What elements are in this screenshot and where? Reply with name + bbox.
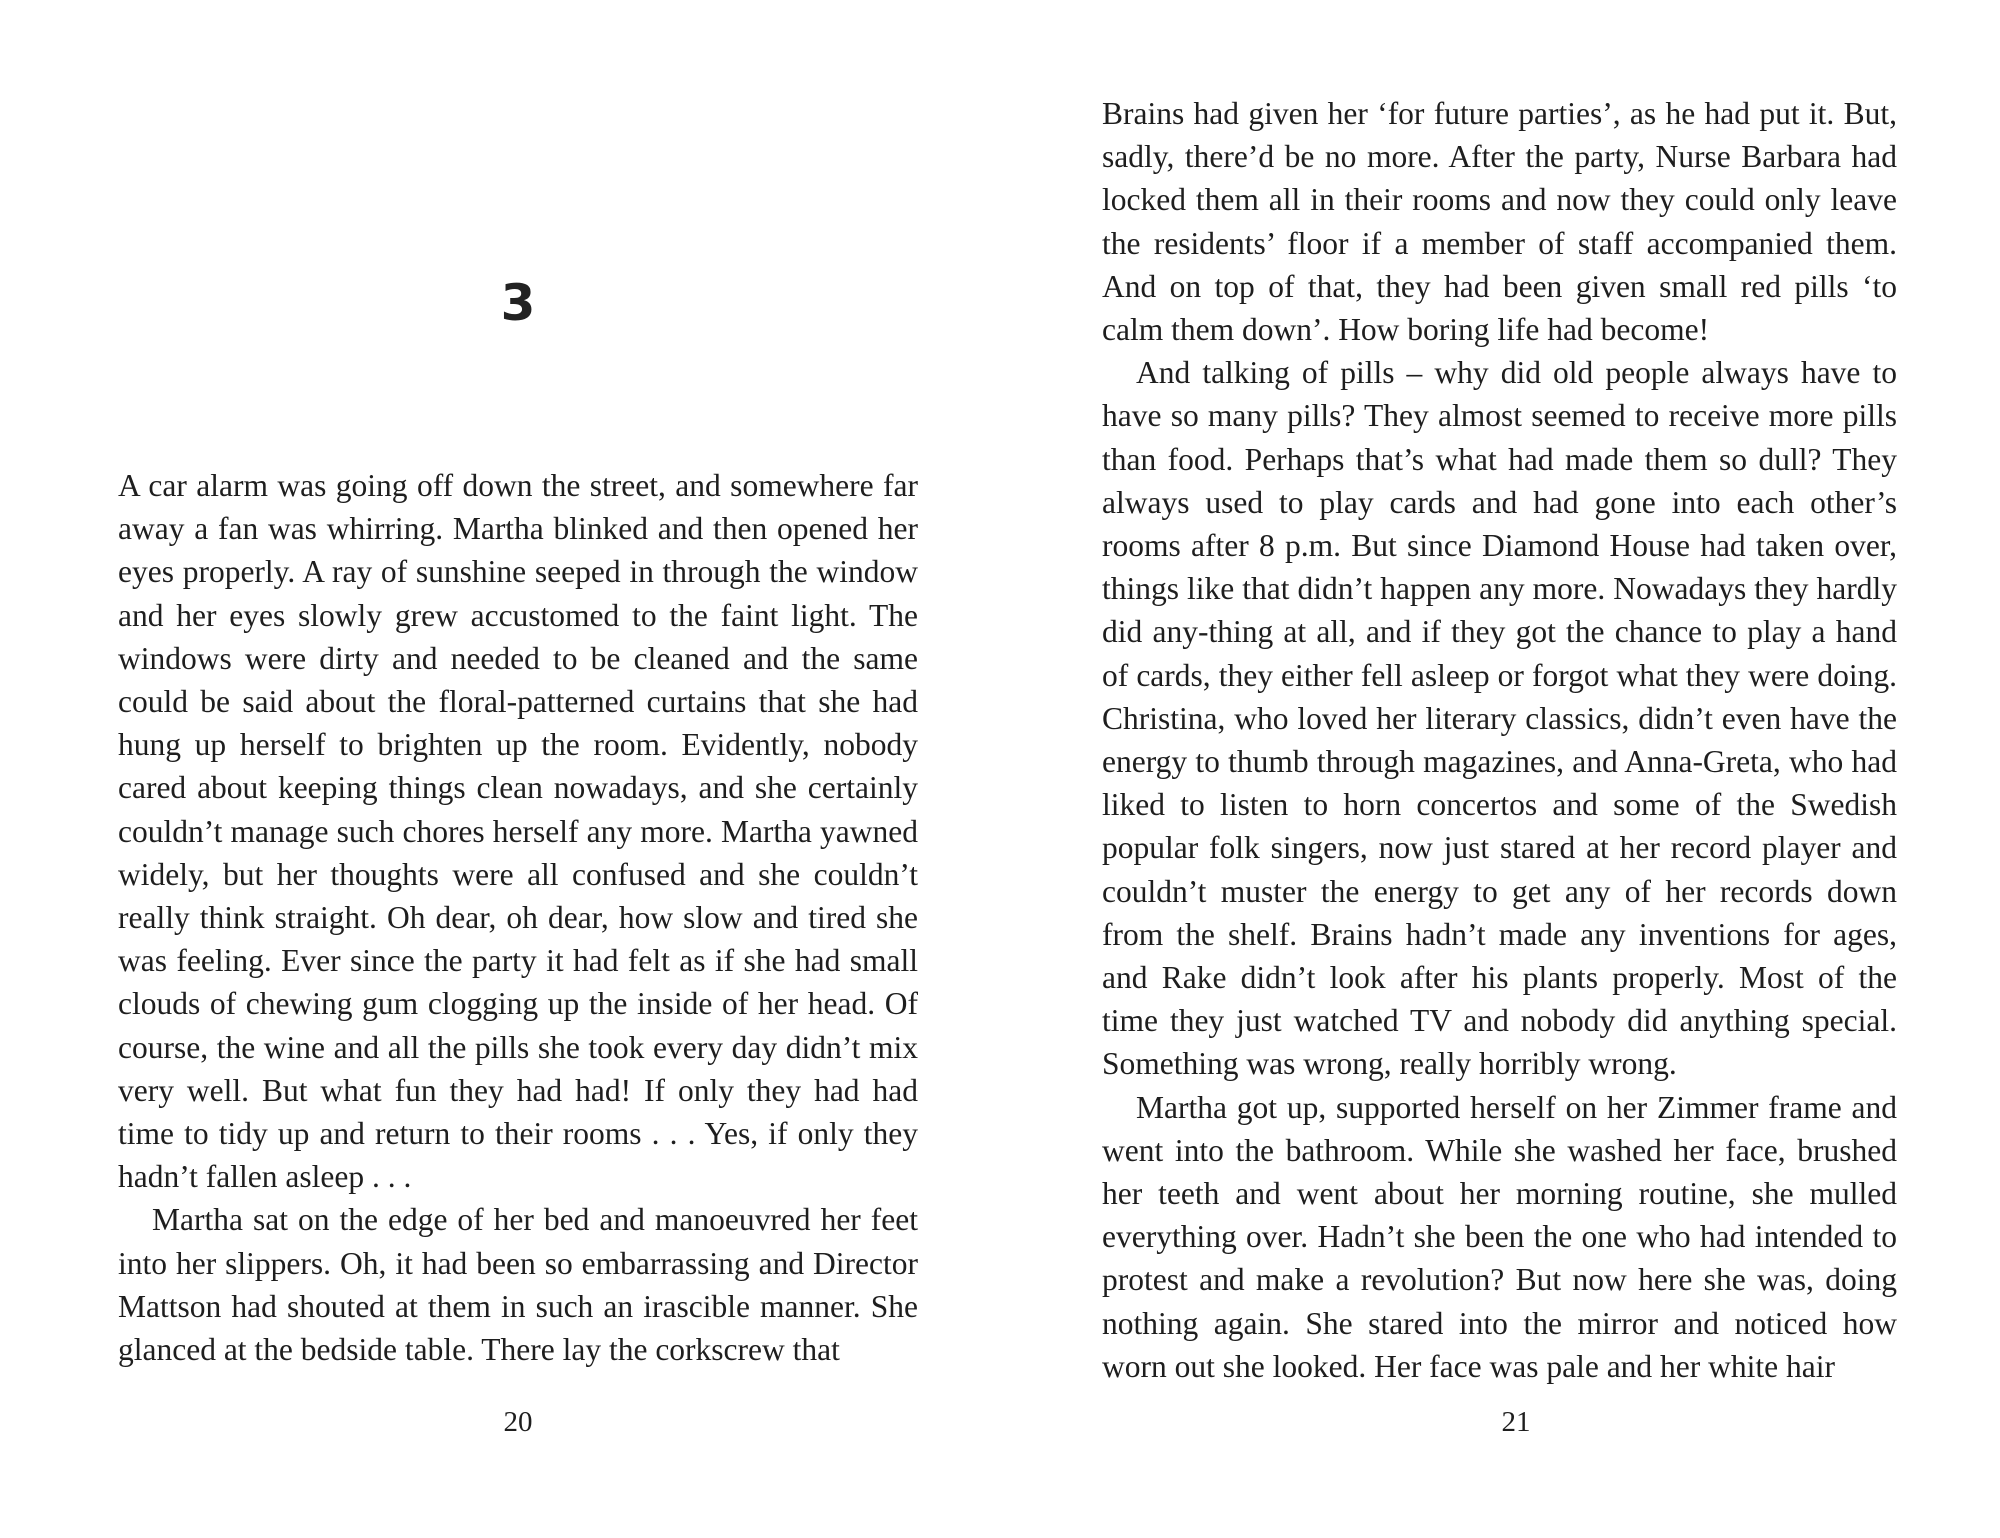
left-page-text: [118, 464, 918, 1371]
page-number-left: 20: [503, 1406, 533, 1438]
right-page: [1000, 0, 2000, 1538]
paragraph: Martha sat on the edge of her bed and manoeuvred her feet into her slippers. Oh, it had been so embarrassing and Director Mattson had shouted at them in such an irascible manner. She glanced at the bedside table. There lay the corkscrew that: [118, 1202, 918, 1368]
paragraph: A car alarm was going off down the street, and somewhere far away a fan was whirring. Martha blinked and then opened her eyes properly. A ray of sunshine seeped in through the window and her eyes slowly grew accustomed to the faint light. The windows were dirty and needed to be cleaned and the same could be said about the floral-patterned curtains that she had hung up herself to brighten up the room. Evidently, nobody cared about keeping things clean nowadays, and she certainly couldn’t manage such chores herself any more. Martha yawned widely, but her thoughts were all confused and she couldn’t really think straight. Oh dear, oh dear, how slow and tired she was feeling. Ever since the party it had felt as if she had small clouds of chewing gum clogging up the inside of her head. Of course, the wine and all the pills she took every day didn’t mix very well. But what fun they had had! If only they had had time to tidy up and return to their rooms . . . Yes, if only they hadn’t fallen asleep . . .: [118, 468, 918, 1195]
right-page-text: [1102, 92, 1897, 1388]
paragraph: Brains had given her ‘for future parties’, as he had put it. But, sadly, there’d be no more. After the party, Nurse Barbara had locked them all in their rooms and now they could only leave the residents’ floor if a member of staff accompanied them. And on top of that, they had been given small red pills ‘to calm them down’. How boring life had become!: [1102, 96, 1897, 348]
chapter-number: 3: [500, 274, 536, 332]
paragraph: Martha got up, supported herself on her Zimmer frame and went into the bathroom. While she washed her face, brushed her teeth and went about her morning routine, she mulled everything over. Hadn’t she been the one who had intended to protest and make a revolution? But now here she was, doing nothing again. She stared into the mirror and noticed how worn out she looked. Her face was pale and her white hair: [1102, 1089, 1897, 1384]
paragraph: And talking of pills – why did old people always have to have so many pills? They almost seemed to receive more pills than food. Perhaps that’s what had made them so dull? They always used to play cards and had gone into each other’s rooms after 8 p.m. But since Diamond House had taken over, things like that didn’t happen any more. Nowadays they hardly did any-thing at all, and if they got the chance to play a hand of cards, they either fell asleep or forgot what they were doing. Christina, who loved her literary classics, didn’t even have the energy to thumb through magazines, and Anna-Greta, who had liked to listen to horn concertos and some of the Swedish popular folk singers, now just stared at her record player and couldn’t muster the energy to get any of her records down from the shelf. Brains hadn’t made any inventions for ages, and Rake didn’t look after his plants properly. Most of the time they just watched TV and nobody did anything special. Something was wrong, really horribly wrong.: [1102, 355, 1897, 1082]
page-number-right: 21: [1501, 1406, 1531, 1438]
